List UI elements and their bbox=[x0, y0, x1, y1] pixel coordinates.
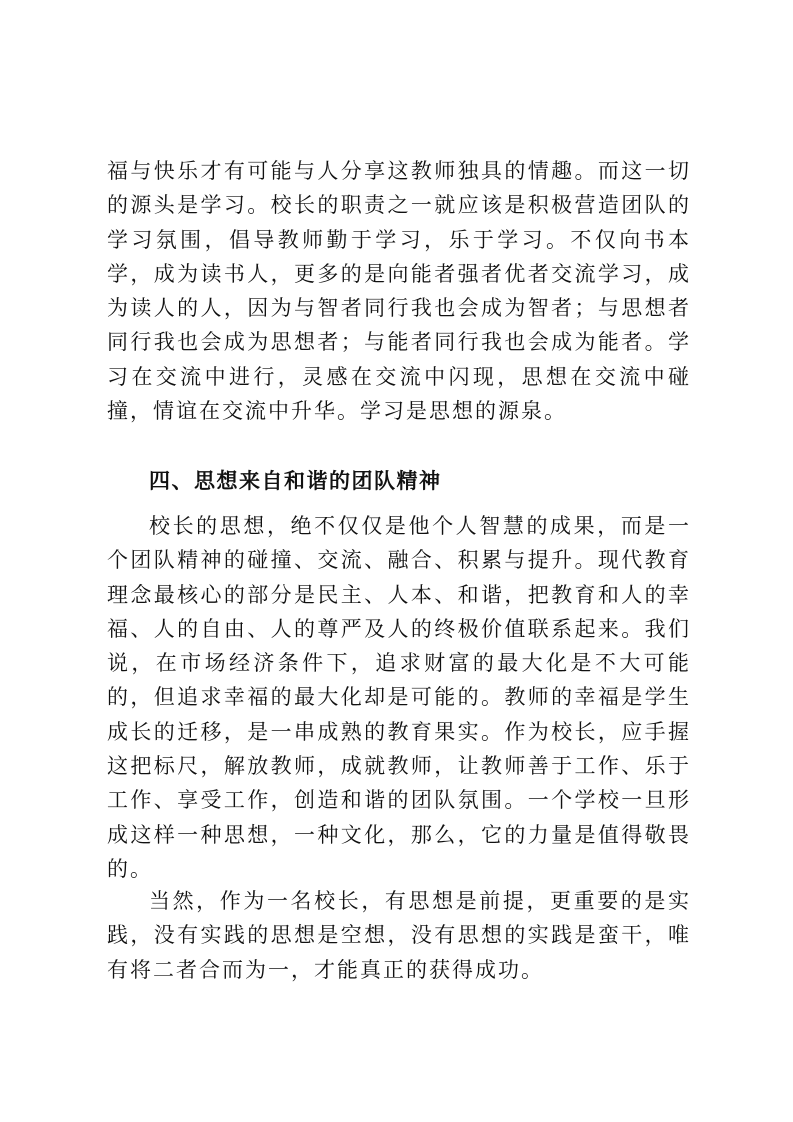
section-heading: 四、思想来自和谐的团队精神 bbox=[149, 468, 442, 493]
paragraph-team-spirit: 校长的思想，绝不仅仅是他个人智慧的成果，而是一个团队精神的碰撞、交流、融合、积累与提升。现代教育理念最核心的部分是民主、人本、和谐，把教育和人的幸福、人的自由、人的尊严及人的终极价值联系起来。我们说，在市场经济条件下，追求财富的最大化是不大可能的，但追求幸福的最大化却是可能的。教师的幸福是学生成长的迁移，是一串成熟的教育果实。作为校长，应手握这把标尺，解放教师，成就教师，让教师善于工作、乐于工作、享受工作，创造和谐的团队氛围。一个学校一旦形成这样一种思想，一种文化，那么，它的力量是值得敬畏的。 bbox=[107, 514, 691, 881]
paragraph-practice: 当然，作为一名校长，有思想是前提，更重要的是实践，没有实践的思想是空想，没有思想的实践是蛮干，唯有将二者合而为一，才能真正的获得成功。 bbox=[107, 889, 691, 982]
paragraph-learning: 福与快乐才有可能与人分享这教师独具的情趣。而这一切的源头是学习。校长的职责之一就应该是积极营造团队的学习氛围，倡导教师勤于学习，乐于学习。不仅向书本学，成为读书人，更多的是向能者强者优者交流学习，成为读人的人，因为与智者同行我也会成为智者；与思想者同行我也会成为思想者；与能者同行我也会成为能者。学习在交流中进行，灵感在交流中闪现，思想在交流中碰撞，情谊在交流中升华。学习是思想的源泉。 bbox=[107, 159, 691, 424]
